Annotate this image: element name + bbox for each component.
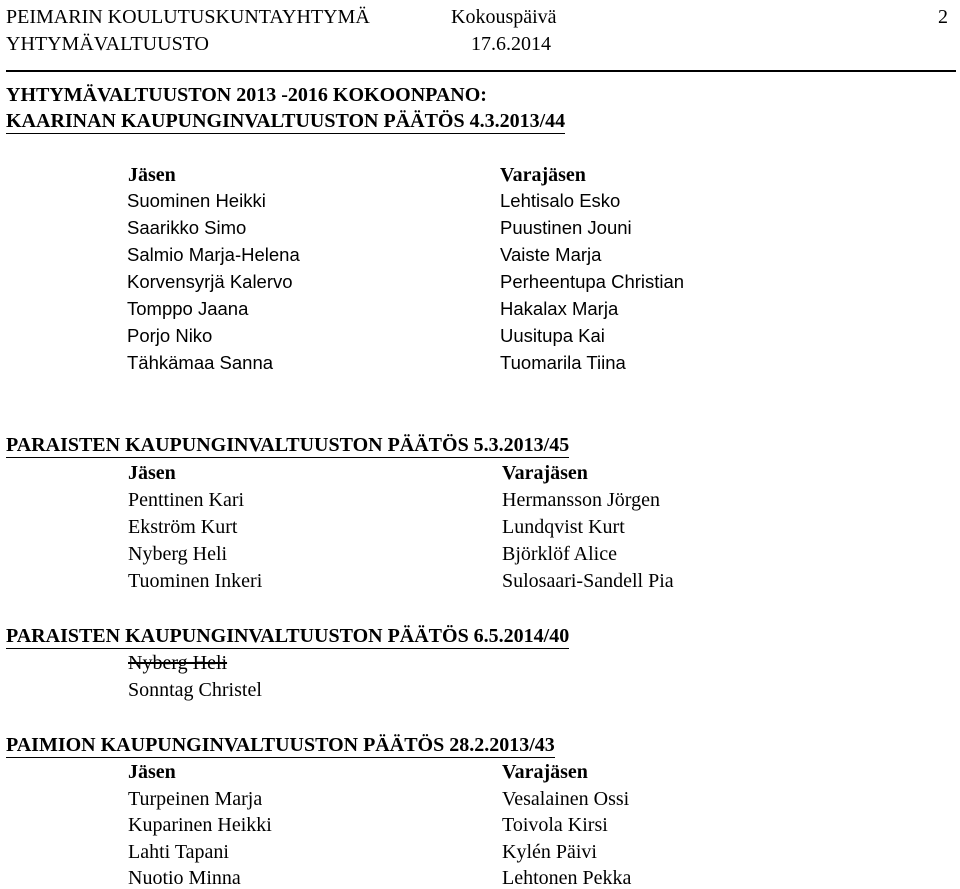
struck-member-name: Nyberg Heli <box>128 652 228 674</box>
paimio-col-member: Jäsen <box>128 761 176 783</box>
parainen-deputy: Lundqvist Kurt <box>502 516 625 538</box>
parainen-member: Penttinen Kari <box>128 489 245 511</box>
header-meeting-label: Kokouspäivä <box>451 6 557 28</box>
kaarina-member: Suominen Heikki <box>127 190 266 211</box>
parainen-deputy: Björklöf Alice <box>502 543 617 565</box>
kaarina-heading <box>6 111 565 131</box>
kaarina-deputy: Hakalax Marja <box>500 298 619 319</box>
kaarina-deputy: Puustinen Jouni <box>500 217 632 238</box>
kaarina-member: Tähkämaa Sanna <box>127 352 274 373</box>
kaarina-member: Tomppo Jaana <box>127 298 249 319</box>
kaarina-col-member: Jäsen <box>128 164 176 186</box>
paimio-member: Lahti Tapani <box>128 841 229 863</box>
parainen-heading-2013 <box>6 435 569 455</box>
kaarina-member: Saarikko Simo <box>127 217 247 238</box>
kaarina-member: Salmio Marja-Helena <box>127 244 300 265</box>
kaarina-deputy: Tuomarila Tiina <box>500 352 626 373</box>
kaarina-deputy: Perheentupa Christian <box>500 271 685 292</box>
parainen-member: Nyberg Heli <box>128 543 228 565</box>
parainen-member: Ekström Kurt <box>128 516 238 538</box>
parainen-col-member: Jäsen <box>128 462 176 484</box>
kaarina-heading-text: KAARINAN KAUPUNGINVALTUUSTON PÄÄTÖS 4.3.2013/44 <box>6 110 566 132</box>
paimio-deputy: Lehtonen Pekka <box>502 867 632 889</box>
parainen-heading-2013-text: PARAISTEN KAUPUNGINVALTUUSTON PÄÄTÖS 5.3.2013/45 <box>6 434 570 456</box>
paimio-member: Nuotio Minna <box>128 867 241 889</box>
kaarina-deputy: Lehtisalo Esko <box>500 190 621 211</box>
paimio-deputy: Vesalainen Ossi <box>502 788 630 810</box>
paimio-heading <box>6 735 555 755</box>
parainen-heading-2014 <box>6 626 569 646</box>
paimio-deputy: Kylén Päivi <box>502 841 597 863</box>
paimio-heading-text: PAIMION KAUPUNGINVALTUUSTON PÄÄTÖS 28.2.2013/43 <box>6 734 555 756</box>
header-org: PEIMARIN KOULUTUSKUNTAYHTYMÄ <box>6 6 370 28</box>
kaarina-deputy: Vaiste Marja <box>500 244 602 265</box>
page-number: 2 <box>938 6 948 28</box>
header-date: 17.6.2014 <box>471 33 551 55</box>
header-body-name: YHTYMÄVALTUUSTO <box>6 33 209 55</box>
kaarina-deputy: Uusitupa Kai <box>500 325 605 346</box>
paimio-deputy: Toivola Kirsi <box>502 814 608 836</box>
paimio-member: Turpeinen Marja <box>128 788 263 810</box>
paimio-col-deputy: Varajäsen <box>502 761 588 783</box>
parainen-deputy: Hermansson Jörgen <box>502 489 660 511</box>
paimio-member: Kuparinen Heikki <box>128 814 272 836</box>
page-title: YHTYMÄVALTUUSTON 2013 -2016 KOKOONPANO: <box>6 84 487 106</box>
kaarina-col-deputy: Varajäsen <box>500 164 586 186</box>
parainen-heading-2014-text: PARAISTEN KAUPUNGINVALTUUSTON PÄÄTÖS 6.5.2014/40 <box>6 625 570 647</box>
kaarina-member: Korvensyrjä Kalervo <box>127 271 293 292</box>
kaarina-member: Porjo Niko <box>127 325 213 346</box>
parainen-member: Tuominen Inkeri <box>128 570 263 592</box>
replacement-member-name: Sonntag Christel <box>128 679 262 701</box>
header-rule <box>6 70 956 72</box>
parainen-col-deputy: Varajäsen <box>502 462 588 484</box>
parainen-deputy: Sulosaari-Sandell Pia <box>502 570 674 592</box>
